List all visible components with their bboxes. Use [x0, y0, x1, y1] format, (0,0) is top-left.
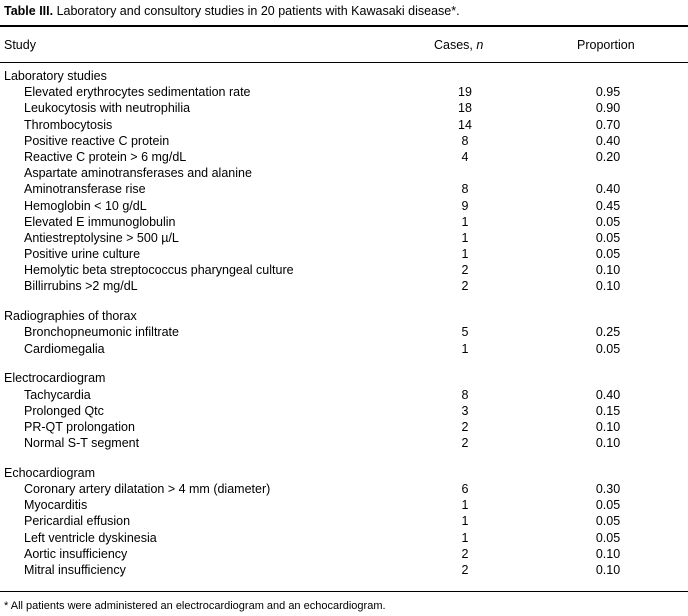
study-cell: Prolonged Qtc [24, 403, 104, 418]
proportion-cell: 0.05 [595, 230, 621, 245]
study-cell: Reactive C protein > 6 mg/dL [24, 149, 187, 164]
header-proportion: Proportion [577, 38, 635, 52]
table-row [0, 100, 688, 116]
cases-cell: 8 [461, 182, 469, 197]
cases-cell: 1 [461, 214, 469, 229]
section-label: Electrocardiogram [4, 371, 106, 386]
cases-cell: 2 [461, 419, 469, 434]
table-row [0, 419, 688, 435]
cases-cell: 1 [461, 530, 469, 545]
study-cell: Leukocytosis with neutrophilia [24, 101, 191, 116]
table-row [0, 278, 688, 294]
proportion-cell: 0.40 [595, 387, 621, 402]
table-row [0, 435, 688, 451]
cases-cell: 6 [461, 482, 469, 497]
study-cell: Positive urine culture [24, 247, 141, 262]
table-row [0, 341, 688, 357]
section-label: Radiographies of thorax [4, 309, 137, 324]
cases-cell: 19 [458, 85, 472, 100]
study-cell: Aspartate aminotransferases and alanine [24, 166, 252, 181]
table-label: Table III. [4, 4, 54, 18]
study-cell: Elevated E immunoglobulin [24, 214, 176, 229]
proportion-cell: 0.40 [595, 133, 621, 148]
table-row [0, 117, 688, 133]
proportion-cell: 0.30 [595, 482, 621, 497]
table-row [0, 513, 688, 529]
study-cell: Thrombocytosis [24, 117, 113, 132]
proportion-cell: 0.10 [595, 436, 621, 451]
study-cell: Billirrubins >2 mg/dL [24, 279, 138, 294]
cases-cell: 3 [461, 403, 469, 418]
proportion-cell: 0.45 [595, 198, 621, 213]
bottom-rule [0, 591, 688, 592]
section-row [0, 465, 688, 481]
cases-cell: 1 [461, 498, 469, 513]
table-row [0, 198, 688, 214]
study-cell: Cardiomegalia [24, 341, 105, 356]
table-row [0, 562, 688, 578]
cases-cell: 8 [461, 133, 469, 148]
cases-cell: 18 [458, 101, 472, 116]
spacer-row [0, 451, 688, 465]
spacer-row [0, 295, 688, 309]
proportion-cell: 0.05 [595, 214, 621, 229]
table-row [0, 546, 688, 562]
top-rule [0, 25, 688, 27]
table-row [0, 84, 688, 100]
study-cell: Tachycardia [24, 387, 91, 402]
table-row [0, 324, 688, 340]
table-row [0, 262, 688, 278]
proportion-cell: 0.15 [595, 403, 621, 418]
study-cell: Elevated erythrocytes sedimentation rate [24, 85, 251, 100]
study-cell: Mitral insufficiency [24, 563, 126, 578]
table-row [0, 165, 688, 181]
proportion-cell: 0.10 [595, 419, 621, 434]
proportion-cell: 0.25 [595, 325, 621, 340]
table-row [0, 230, 688, 246]
cases-cell: 1 [461, 514, 469, 529]
header-cases [434, 37, 483, 53]
proportion-cell: 0.05 [595, 514, 621, 529]
study-cell: Aortic insufficiency [24, 546, 128, 561]
header-cases-label: Cases, [434, 38, 477, 52]
table-row [0, 497, 688, 513]
proportion-cell: 0.70 [595, 117, 621, 132]
table-row [0, 387, 688, 403]
study-cell: Positive reactive C protein [24, 133, 170, 148]
section-row [0, 370, 688, 386]
cases-cell: 1 [461, 230, 469, 245]
proportion-cell: 0.90 [595, 101, 621, 116]
proportion-cell: 0.05 [595, 341, 621, 356]
section-row [0, 308, 688, 324]
proportion-cell: 0.05 [595, 530, 621, 545]
cases-cell: 2 [461, 436, 469, 451]
cases-cell: 1 [461, 341, 469, 356]
study-cell: Bronchopneumonic infiltrate [24, 325, 179, 340]
cases-cell: 2 [461, 279, 469, 294]
cases-cell: 2 [461, 546, 469, 561]
proportion-cell: 0.10 [595, 279, 621, 294]
header-cases-n: n [476, 38, 484, 52]
table-row [0, 214, 688, 230]
proportion-cell: 0.10 [595, 563, 621, 578]
study-cell: PR-QT prolongation [24, 419, 135, 434]
study-cell: Coronary artery dilatation > 4 mm (diameter) [24, 482, 271, 497]
study-cell: Myocarditis [24, 498, 88, 513]
cases-cell: 5 [461, 325, 469, 340]
header-study: Study [4, 38, 36, 52]
cases-cell: 2 [461, 263, 469, 278]
table-row [0, 530, 688, 546]
proportion-cell: 0.05 [595, 498, 621, 513]
header-rule [0, 62, 688, 63]
table-caption [4, 3, 460, 19]
spacer-row [0, 357, 688, 371]
proportion-cell: 0.05 [595, 247, 621, 262]
section-row [0, 68, 688, 84]
table-row [0, 481, 688, 497]
cases-cell: 8 [461, 387, 469, 402]
section-label: Laboratory studies [4, 69, 107, 83]
proportion-cell: 0.40 [595, 182, 621, 197]
table-row [0, 133, 688, 149]
section-label: Echocardiogram [4, 465, 96, 480]
proportion-cell: 0.10 [595, 263, 621, 278]
proportion-cell: 0.10 [595, 546, 621, 561]
study-cell: Left ventricle dyskinesia [24, 530, 157, 545]
study-cell: Hemoglobin < 10 g/dL [24, 198, 147, 213]
study-cell: Pericardial effusion [24, 514, 131, 529]
footnote: * All patients were administered an electrocardiogram and an echocardiogram. [4, 600, 386, 612]
table-row [0, 149, 688, 165]
cases-cell: 9 [461, 198, 469, 213]
table-row [0, 246, 688, 262]
study-cell: Aminotransferase rise [24, 182, 146, 197]
cases-cell: 2 [461, 563, 469, 578]
table-row [0, 181, 688, 197]
cases-cell: 1 [461, 247, 469, 262]
study-cell: Hemolytic beta streptococcus pharyngeal culture [24, 263, 294, 278]
study-cell: Normal S-T segment [24, 436, 140, 451]
table-body [0, 68, 688, 578]
study-cell: Antiestreptolysine > 500 µ/L [24, 230, 179, 245]
table-row [0, 403, 688, 419]
proportion-cell: 0.20 [595, 149, 621, 164]
cases-cell: 4 [461, 149, 469, 164]
proportion-cell: 0.95 [595, 85, 621, 100]
cases-cell: 14 [458, 117, 472, 132]
table-title: Laboratory and consultory studies in 20 patients with Kawasaki disease*. [53, 4, 460, 18]
